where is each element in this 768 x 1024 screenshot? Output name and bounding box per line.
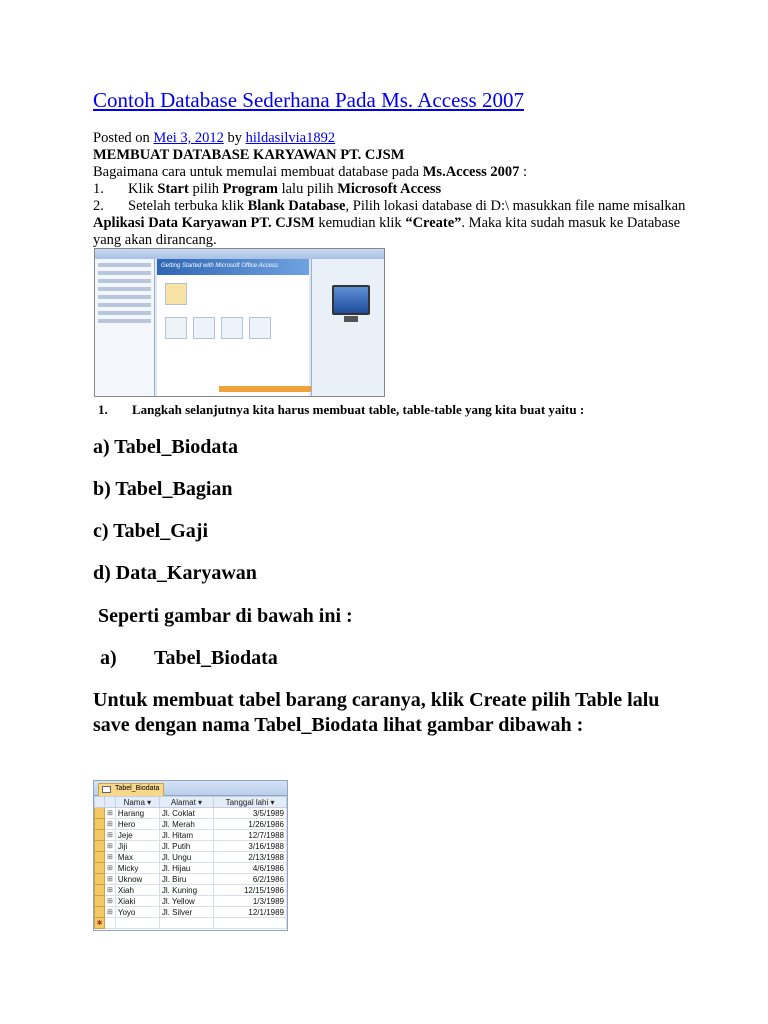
datasheet-tab-label: Tabel_Biodata bbox=[115, 785, 160, 792]
row-selector[interactable] bbox=[95, 830, 105, 841]
cell-nama: Xiah bbox=[115, 885, 159, 896]
posted-on-label: Posted on bbox=[93, 130, 150, 146]
cell-tanggal-lahir: 6/2/1986 bbox=[214, 874, 287, 885]
table-list-item: c) Tabel_Gaji bbox=[93, 520, 209, 542]
column-header: Nama ▾ bbox=[115, 797, 159, 808]
row-selector[interactable] bbox=[95, 874, 105, 885]
row-selector[interactable] bbox=[95, 808, 105, 819]
expand-icon[interactable]: ⊞ bbox=[105, 808, 116, 819]
computer-icon bbox=[332, 285, 370, 315]
cell-alamat: Jl. Hijau bbox=[159, 863, 213, 874]
datasheet-table bbox=[94, 796, 287, 929]
cell-nama: Hero bbox=[115, 819, 159, 830]
tabel-biodata-datasheet-screenshot bbox=[93, 780, 288, 931]
subheading-a-name: Tabel_Biodata bbox=[154, 647, 278, 669]
expand-icon[interactable]: ⊞ bbox=[105, 852, 116, 863]
cell-alamat: Jl. Putih bbox=[159, 841, 213, 852]
expand-icon[interactable]: ⊞ bbox=[105, 896, 116, 907]
expand-icon[interactable]: ⊞ bbox=[105, 819, 116, 830]
cell-nama: Uknow bbox=[115, 874, 159, 885]
table-row bbox=[95, 907, 287, 918]
cell-tanggal-lahir: 3/16/1988 bbox=[214, 841, 287, 852]
post-body-intro bbox=[93, 130, 693, 249]
cell-alamat: Jl. Coklat bbox=[159, 808, 213, 819]
blank-database-pane bbox=[311, 259, 384, 396]
step-1: 1. Klik Start pilih Program lalu pilih Microsoft Access bbox=[93, 181, 442, 197]
table-list-item: d) Data_Karyawan bbox=[93, 562, 257, 584]
getting-started-banner: Getting Started with Microsoft Office Access bbox=[157, 259, 309, 275]
row-selector[interactable] bbox=[95, 907, 105, 918]
table-icon bbox=[102, 786, 111, 793]
expand-icon[interactable]: ⊞ bbox=[105, 907, 116, 918]
getting-started-pane bbox=[157, 259, 309, 396]
intro-text: Bagaimana cara untuk memulai membuat database pada Ms.Access 2007 : bbox=[93, 164, 528, 180]
table-list-item: a) Tabel_Biodata bbox=[93, 436, 239, 458]
cell-tanggal-lahir: 1/26/1986 bbox=[214, 819, 287, 830]
cell-tanggal-lahir: 2/13/1988 bbox=[214, 852, 287, 863]
cell-tanggal-lahir: 4/6/1986 bbox=[214, 863, 287, 874]
datasheet-tab bbox=[98, 783, 164, 796]
cell-alamat: Jl. Biru bbox=[159, 874, 213, 885]
template-categories-pane bbox=[95, 259, 155, 396]
table-row bbox=[95, 819, 287, 830]
template-tile bbox=[165, 317, 187, 339]
cell-alamat: Jl. Yellow bbox=[159, 896, 213, 907]
cell-tanggal-lahir: 3/5/1989 bbox=[214, 808, 287, 819]
access-getting-started-screenshot bbox=[94, 248, 385, 397]
cell-alamat: Jl. Silver bbox=[159, 907, 213, 918]
cell-alamat: Jl. Hitam bbox=[159, 830, 213, 841]
table-row bbox=[95, 841, 287, 852]
cell-nama: Xiaki bbox=[115, 896, 159, 907]
row-selector[interactable] bbox=[95, 896, 105, 907]
post-date-link[interactable]: Mei 3, 2012 bbox=[153, 130, 224, 146]
row-selector[interactable] bbox=[95, 885, 105, 896]
new-record-icon[interactable]: ✱ bbox=[95, 918, 105, 929]
row-selector[interactable] bbox=[95, 852, 105, 863]
author-link[interactable]: hildasilvia1892 bbox=[245, 130, 336, 146]
template-tile bbox=[221, 317, 243, 339]
cell-tanggal-lahir: 12/15/1986 bbox=[214, 885, 287, 896]
cell-nama: Micky bbox=[115, 863, 159, 874]
cell-nama: Jiji bbox=[115, 841, 159, 852]
table-row bbox=[95, 885, 287, 896]
cell-nama: Max bbox=[115, 852, 159, 863]
subheading-a-letter: a) bbox=[100, 647, 117, 669]
table-row bbox=[95, 852, 287, 863]
table-row bbox=[95, 863, 287, 874]
table-row bbox=[95, 874, 287, 885]
cell-alamat: Jl. Ungu bbox=[159, 852, 213, 863]
table-row bbox=[95, 830, 287, 841]
cell-nama: Jeje bbox=[115, 830, 159, 841]
column-header: Tanggal lahi ▾ bbox=[214, 797, 287, 808]
cell-alamat: Jl. Kuning bbox=[159, 885, 213, 896]
step-2: 2. Setelah terbuka klik Blank Database, Pilih lokasi database di D:\ masukkan file name misalkan Aplikasi Data Karyawan PT. CJSM kemudian klik “Create”. Maka kita sudah masuk ke Database yang akan dirancang. bbox=[93, 198, 686, 248]
expand-icon[interactable]: ⊞ bbox=[105, 863, 116, 874]
expand-icon[interactable]: ⊞ bbox=[105, 830, 116, 841]
step-3: 1. Langkah selanjutnya kita harus membuat table, table-table yang kita buat yaitu : bbox=[98, 402, 585, 417]
cell-tanggal-lahir: 1/3/1989 bbox=[214, 896, 287, 907]
row-selector[interactable] bbox=[95, 863, 105, 874]
row-selector[interactable] bbox=[95, 819, 105, 830]
instruction-paragraph: Untuk membuat tabel barang caranya, klik Create pilih Table lalu save dengan nama Tabel_Biodata lihat gambar dibawah : bbox=[93, 689, 660, 736]
column-header: Alamat ▾ bbox=[159, 797, 213, 808]
row-selector[interactable] bbox=[95, 841, 105, 852]
table-row bbox=[95, 896, 287, 907]
table-list-item: b) Tabel_Bagian bbox=[93, 478, 233, 500]
post-title-link[interactable]: Contoh Database Sederhana Pada Ms. Access 2007 bbox=[93, 88, 524, 112]
cell-nama: Yoyo bbox=[115, 907, 159, 918]
caps-heading: MEMBUAT DATABASE KARYAWAN PT. CJSM bbox=[93, 147, 405, 163]
cell-tanggal-lahir: 12/1/1989 bbox=[214, 907, 287, 918]
cell-nama: Harang bbox=[115, 808, 159, 819]
expand-icon[interactable]: ⊞ bbox=[105, 874, 116, 885]
expand-icon[interactable]: ⊞ bbox=[105, 885, 116, 896]
cell-tanggal-lahir: 12/7/1988 bbox=[214, 830, 287, 841]
template-tile bbox=[193, 317, 215, 339]
cell-alamat: Jl. Merah bbox=[159, 819, 213, 830]
blank-database-tile bbox=[165, 283, 187, 305]
expand-icon[interactable]: ⊞ bbox=[105, 841, 116, 852]
seperti-heading: Seperti gambar di bawah ini : bbox=[93, 605, 353, 627]
table-row bbox=[95, 808, 287, 819]
template-tile bbox=[249, 317, 271, 339]
post-meta bbox=[93, 130, 693, 147]
new-record-row[interactable] bbox=[95, 918, 287, 929]
by-label: by bbox=[227, 130, 243, 146]
